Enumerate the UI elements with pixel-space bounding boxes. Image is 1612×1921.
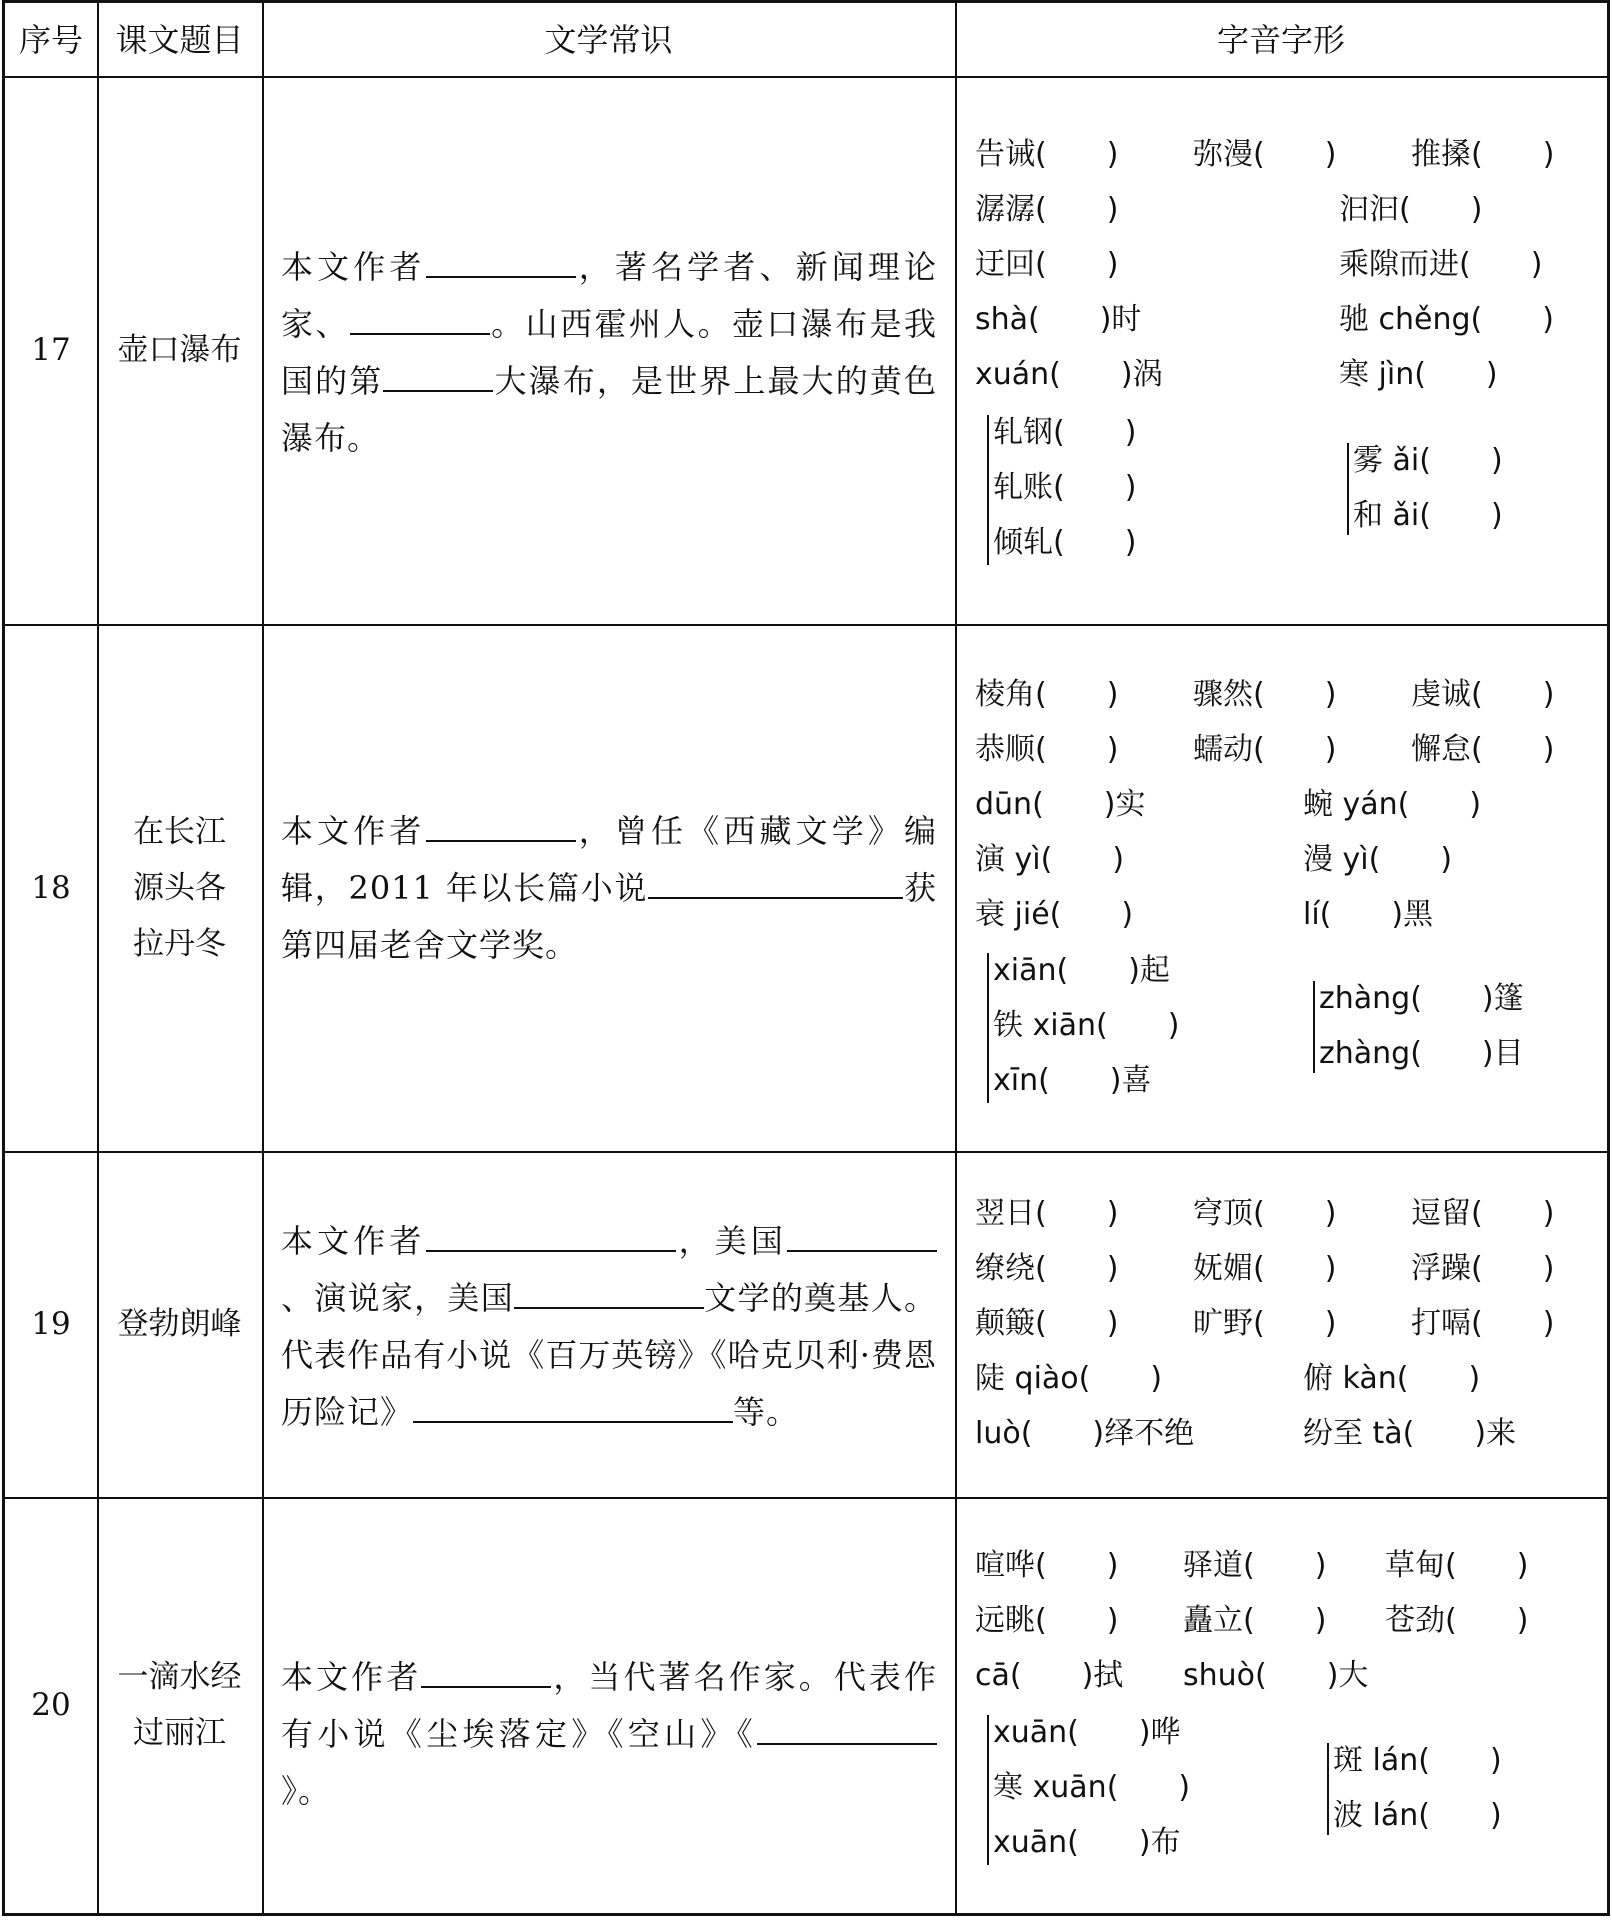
lit-text-part: ，当代著名作家。代表作有小说《尘埃落定》《空山》《 xyxy=(281,1658,937,1753)
pinyin-item: 打嗝( ) xyxy=(1411,1306,1555,1341)
pinyin-item: 旷野( ) xyxy=(1193,1306,1337,1341)
pinyin-item: 纷至 tà( )来 xyxy=(1303,1416,1517,1451)
pinyin-item: 汩汩( ) xyxy=(1339,192,1483,227)
fill-blank[interactable] xyxy=(426,810,576,842)
brace-line xyxy=(987,415,989,565)
pinyin-item: 逗留( ) xyxy=(1411,1196,1555,1231)
fill-blank[interactable] xyxy=(426,246,576,278)
brace-line xyxy=(987,953,989,1103)
pinyin-item: 雾 ǎi( ) xyxy=(1353,443,1503,478)
pinyin-item: zhàng( )篷 xyxy=(1319,981,1524,1016)
pinyin-item: xuān( )布 xyxy=(993,1825,1181,1860)
lit-text-part: 、演说家，美国 xyxy=(281,1279,514,1317)
pinyin-item: 波 lán( ) xyxy=(1333,1798,1502,1833)
pinyin-item: 驰 chěng( ) xyxy=(1339,302,1554,337)
fill-blank[interactable] xyxy=(350,303,490,335)
pinyin-item: 迂回( ) xyxy=(975,247,1119,282)
pinyin-item: 恭顺( ) xyxy=(975,732,1119,767)
literature-text xyxy=(281,239,937,467)
pinyin-item: shuò( )大 xyxy=(1183,1658,1369,1693)
brace-line xyxy=(1347,443,1349,535)
lesson-title xyxy=(97,1497,262,1913)
lit-text-part: 大瀑布，是世界上最大的黄色瀑布。 xyxy=(281,362,937,457)
lit-text-part: 文学的奠基人。代表作品有小说《百万英镑》《哈克贝利·费恩历险记》 xyxy=(281,1279,937,1431)
fill-blank[interactable] xyxy=(787,1220,937,1252)
lesson-title-line: 壶口瀑布 xyxy=(117,332,242,368)
pinyin-item: 喧哗( ) xyxy=(975,1548,1119,1583)
pinyin-item: 斑 lán( ) xyxy=(1333,1743,1502,1778)
header-characters: 字音字形 xyxy=(1216,20,1345,59)
fill-blank[interactable] xyxy=(426,1220,676,1252)
fill-blank[interactable] xyxy=(421,1656,551,1688)
lit-text-part: 。山西霍州人。壶口瀑布是我国的第 xyxy=(281,305,937,400)
header-number: 序号 xyxy=(18,20,83,59)
pinyin-item: 缭绕( ) xyxy=(975,1251,1119,1286)
pinyin-item: 穹顶( ) xyxy=(1193,1196,1337,1231)
lit-text-part: 本文作者 xyxy=(281,248,426,286)
lit-text-part: 》。 xyxy=(281,1772,332,1810)
pinyin-item: 轧账( ) xyxy=(993,470,1137,505)
lit-text-part: ，曾任《西藏文学》编辑，2011 年以长篇小说 xyxy=(281,812,937,907)
pinyin-item: 草甸( ) xyxy=(1385,1548,1529,1583)
lesson-title-line: 过丽江 xyxy=(133,1715,226,1751)
lesson-title-line: 一滴水经 xyxy=(117,1659,242,1695)
brace-line xyxy=(1327,1743,1329,1835)
literature-text xyxy=(281,1649,937,1820)
pinyin-item: 漫 yì( ) xyxy=(1303,842,1453,877)
pinyin-item: 潺潺( ) xyxy=(975,192,1119,227)
lesson-title-line: 拉丹冬 xyxy=(133,925,226,962)
fill-blank[interactable] xyxy=(383,360,493,392)
lit-text-part: 本文作者 xyxy=(281,1658,422,1696)
pinyin-item: 翌日( ) xyxy=(975,1196,1119,1231)
pinyin-item: 轧钢( ) xyxy=(993,415,1137,450)
row-number: 19 xyxy=(31,1306,71,1342)
column-divider xyxy=(262,3,264,1913)
pinyin-item: zhàng( )目 xyxy=(1319,1036,1524,1071)
pinyin-item: 推搡( ) xyxy=(1411,137,1555,172)
pinyin-item: xīn( )喜 xyxy=(993,1063,1152,1098)
pinyin-item: 寒 xuān( ) xyxy=(993,1770,1191,1805)
header-literature: 文学常识 xyxy=(544,20,673,59)
pinyin-item: 寒 jìn( ) xyxy=(1339,357,1498,392)
lit-text-part: ，美国 xyxy=(675,1222,787,1260)
pinyin-item: 颠簸( ) xyxy=(975,1306,1119,1341)
pinyin-item: 告诫( ) xyxy=(975,137,1119,172)
lesson-title xyxy=(97,1151,262,1497)
brace-line xyxy=(987,1715,989,1865)
fill-blank[interactable] xyxy=(757,1713,937,1745)
lit-text-part: 等。 xyxy=(733,1393,800,1431)
pinyin-item: 驿道( ) xyxy=(1183,1548,1327,1583)
pinyin-item: 棱角( ) xyxy=(975,677,1119,712)
pinyin-item: 蠕动( ) xyxy=(1193,732,1337,767)
brace-line xyxy=(1313,981,1315,1073)
pinyin-item: luò( )绎不绝 xyxy=(975,1416,1195,1451)
pinyin-item: 蜿 yán( ) xyxy=(1303,787,1482,822)
pinyin-item: 衰 jié( ) xyxy=(975,897,1134,932)
lesson-title xyxy=(97,76,262,624)
pinyin-item: 倾轧( ) xyxy=(993,525,1137,560)
pinyin-item: 浮躁( ) xyxy=(1411,1251,1555,1286)
pinyin-item: shà( )时 xyxy=(975,302,1142,337)
pinyin-item: dūn( )实 xyxy=(975,787,1146,822)
pinyin-item: 懈怠( ) xyxy=(1411,732,1555,767)
lit-text-part: 获第四届老舍文学奖。 xyxy=(281,869,937,964)
pinyin-item: 远眺( ) xyxy=(975,1603,1119,1638)
pinyin-item: 铁 xiān( ) xyxy=(993,1008,1180,1043)
lesson-title-line: 在长江 xyxy=(133,813,226,850)
pinyin-item: xuán( )涡 xyxy=(975,357,1163,392)
pinyin-item: 矗立( ) xyxy=(1183,1603,1327,1638)
row-number: 17 xyxy=(31,332,71,368)
lit-text-part: 本文作者 xyxy=(281,812,426,850)
pinyin-item: 妩媚( ) xyxy=(1193,1251,1337,1286)
literature-text xyxy=(281,803,937,974)
pinyin-item: 俯 kàn( ) xyxy=(1303,1361,1481,1396)
pinyin-item: 苍劲( ) xyxy=(1385,1603,1529,1638)
pinyin-item: 弥漫( ) xyxy=(1193,137,1337,172)
pinyin-item: 乘隙而进( ) xyxy=(1339,247,1543,282)
lesson-title xyxy=(97,624,262,1151)
fill-blank[interactable] xyxy=(514,1277,704,1309)
pinyin-item: 演 yì( ) xyxy=(975,842,1125,877)
column-divider xyxy=(955,3,957,1913)
lit-text-part: ，著名学者、新闻理论家、 xyxy=(281,248,937,343)
lesson-title-line: 登勃朗峰 xyxy=(117,1306,242,1342)
row-number: 20 xyxy=(31,1687,71,1723)
fill-blank[interactable] xyxy=(413,1391,733,1423)
pinyin-item: 和 ǎi( ) xyxy=(1353,498,1503,533)
header-title: 课文题目 xyxy=(115,20,244,59)
row-number: 18 xyxy=(31,869,71,906)
pinyin-item: 骤然( ) xyxy=(1193,677,1337,712)
pinyin-item: cā( )拭 xyxy=(975,1658,1124,1693)
pinyin-item: xiān( )起 xyxy=(993,953,1170,988)
lit-text-part: 本文作者 xyxy=(281,1222,426,1260)
pinyin-item: 陡 qiào( ) xyxy=(975,1361,1163,1396)
pinyin-item: lí( )黑 xyxy=(1303,897,1434,932)
fill-blank[interactable] xyxy=(648,867,903,899)
literature-text xyxy=(281,1213,937,1441)
pinyin-item: 虔诚( ) xyxy=(1411,677,1555,712)
lesson-title-line: 源头各 xyxy=(133,869,226,906)
pinyin-item: xuān( )哗 xyxy=(993,1715,1181,1750)
worksheet-table xyxy=(2,0,1610,1916)
